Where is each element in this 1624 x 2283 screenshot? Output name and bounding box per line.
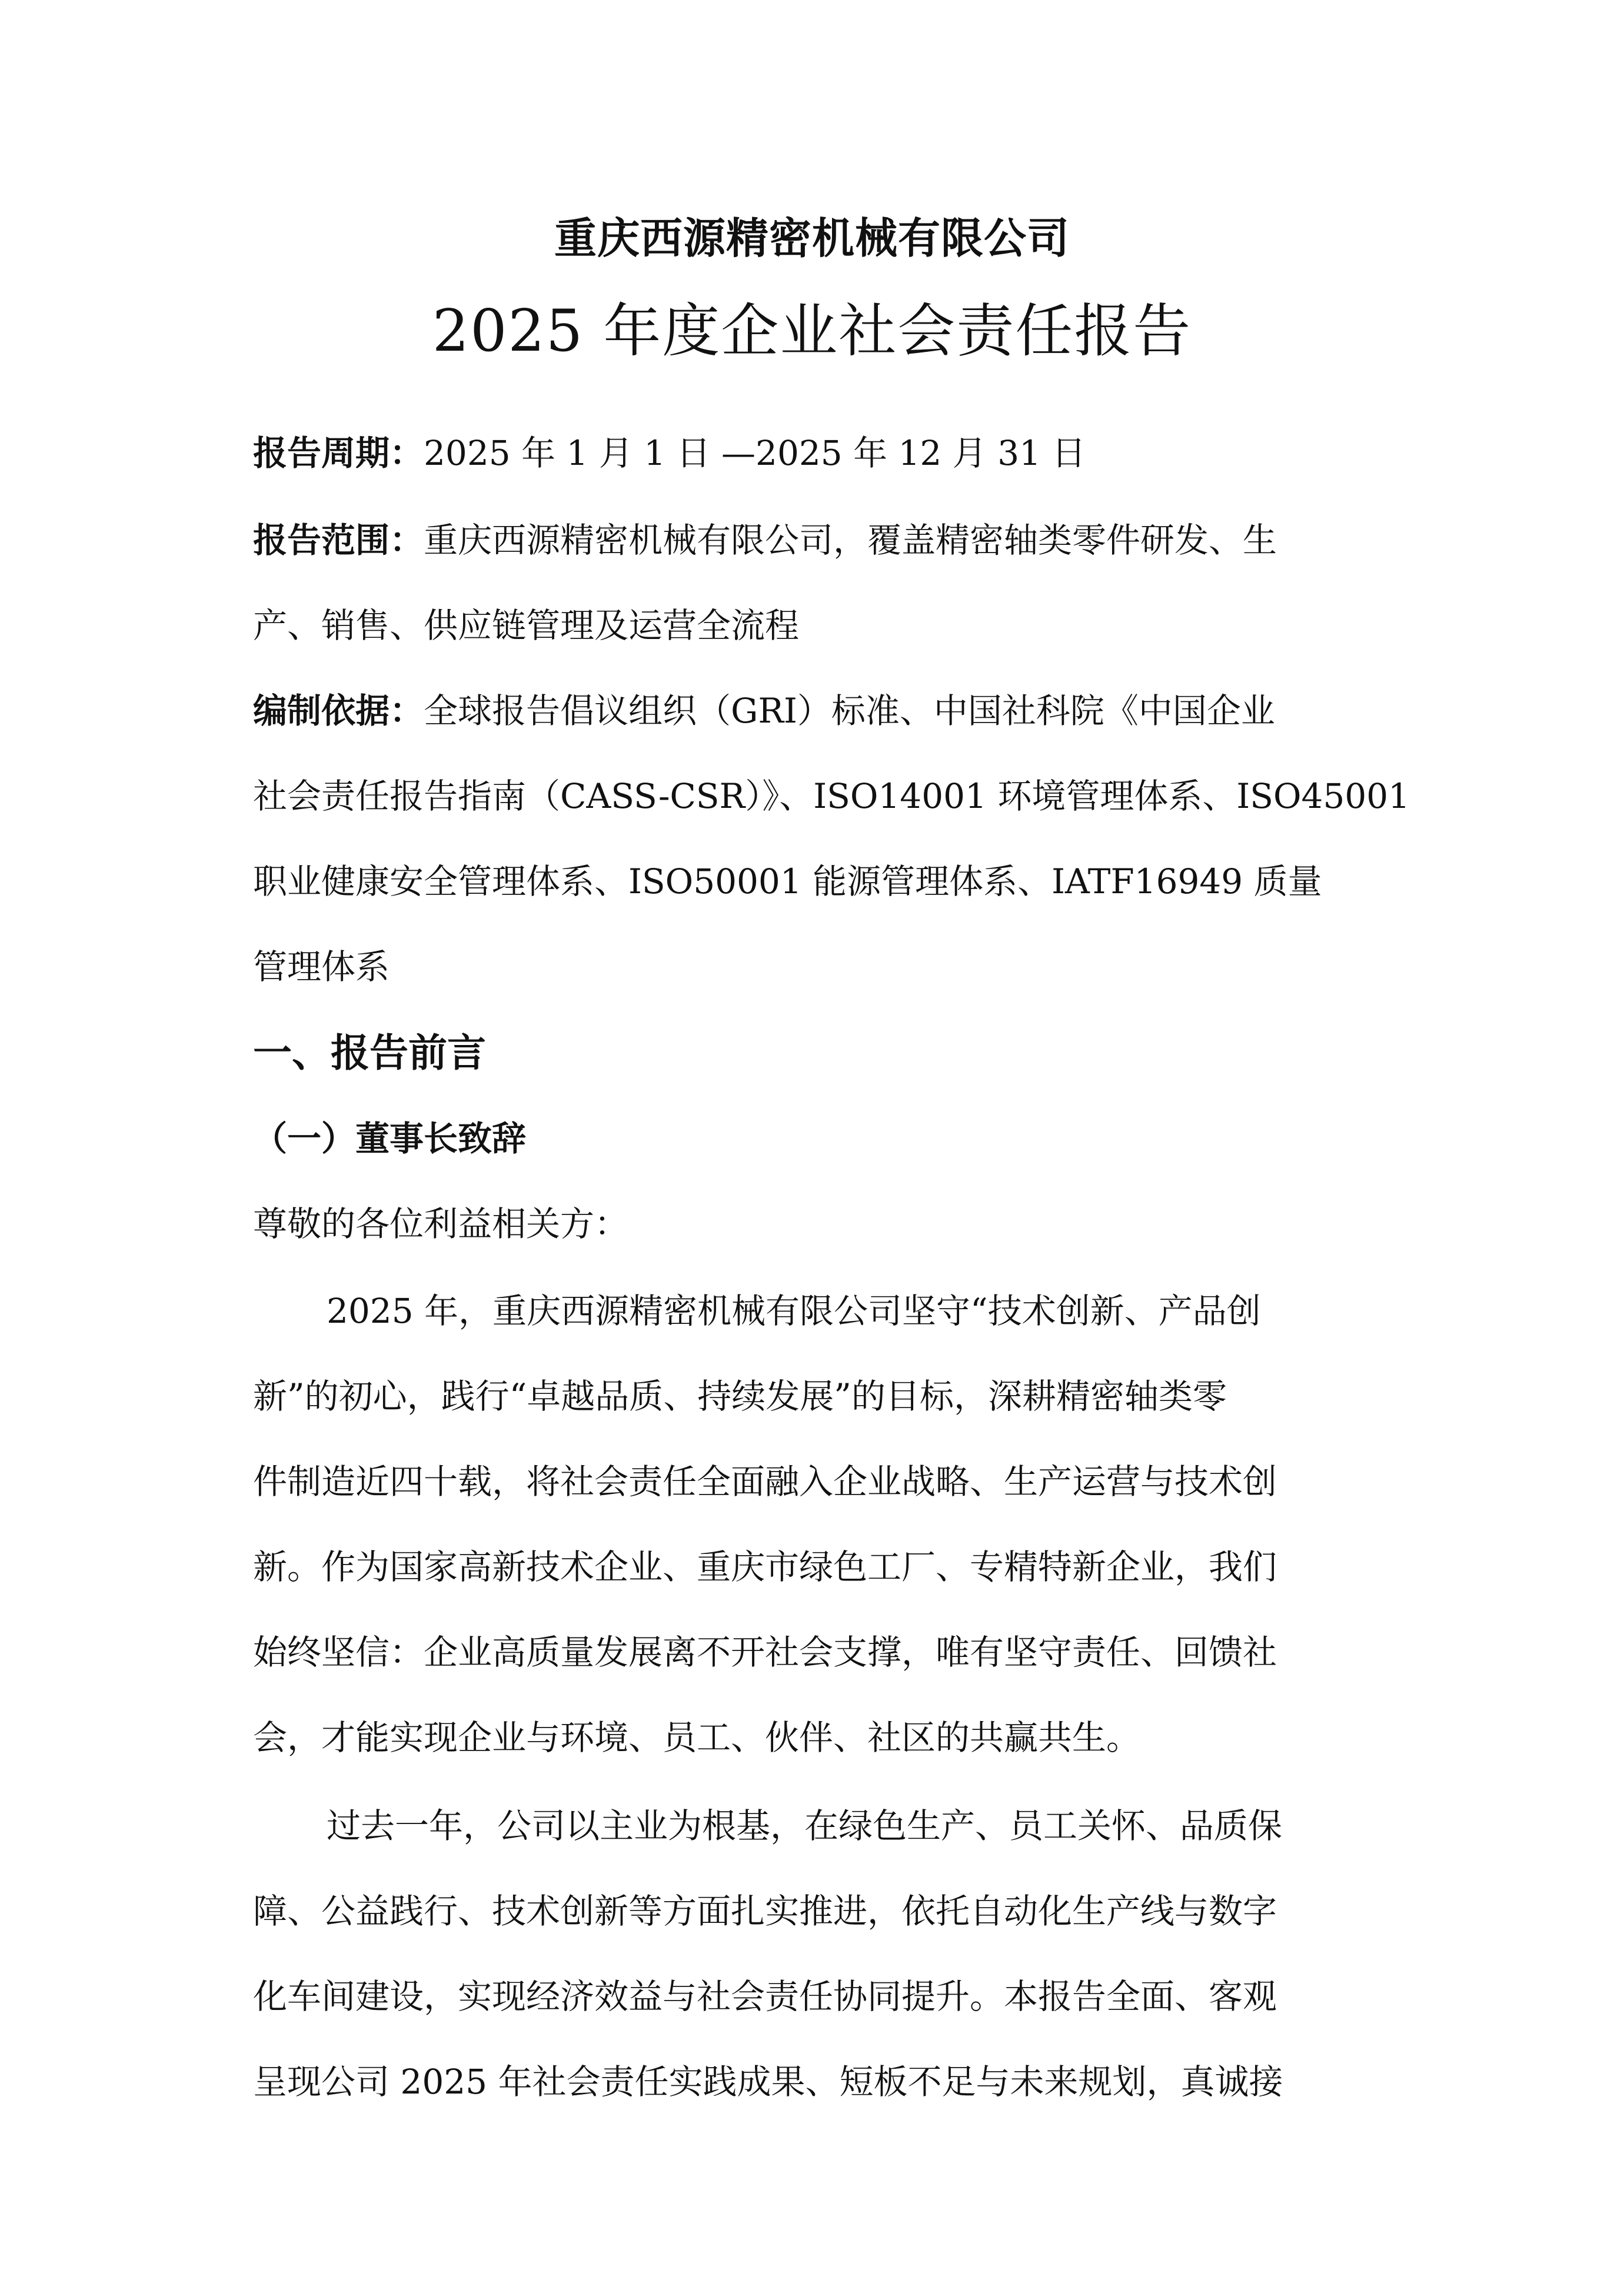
report-scope-line-2: 产、销售、供应链管理及运营全流程 [253, 605, 800, 645]
compilation-basis-label: 编制依据： [253, 691, 424, 731]
report-period-value: 2025 年 1 月 1 日 —2025 年 12 月 31 日 [424, 433, 1086, 473]
compilation-basis-line-3: 职业健康安全管理体系、ISO50001 能源管理体系、IATF16949 质量 [253, 861, 1322, 901]
paragraph-1-line: 始终坚信：企业高质量发展离不开社会支撑，唯有坚守责任、回馈社 [253, 1632, 1277, 1672]
paragraph-2-line: 障、公益践行、技术创新等方面扎实推进，依托自动化生产线与数字 [253, 1891, 1277, 1931]
paragraph-2-line: 呈现公司 2025 年社会责任实践成果、短板不足与未来规划，真诚接 [253, 2062, 1283, 2102]
compilation-basis-line-4: 管理体系 [253, 947, 390, 987]
compilation-basis-text: 全球报告倡议组织（GRI）标准、中国社科院《中国企业 [424, 691, 1275, 731]
report-scope-line-1 [253, 517, 1277, 564]
report-period-label: 报告周期： [253, 433, 424, 473]
salutation: 尊敬的各位利益相关方： [253, 1204, 629, 1244]
compilation-basis-line-1 [253, 687, 1275, 734]
company-title: 重庆西源精密机械有限公司 [554, 214, 1070, 263]
paragraph-1-line: 新”的初心，践行“卓越品质、持续发展”的目标，深耕精密轴类零 [253, 1376, 1227, 1416]
paragraph-1-line: 新。作为国家高新技术企业、重庆市绿色工厂、专精特新企业，我们 [253, 1547, 1277, 1587]
section-heading-preface: 一、报告前言 [253, 1030, 486, 1076]
paragraph-1-line: 2025 年，重庆西源精密机械有限公司坚守“技术创新、产品创 [327, 1291, 1261, 1331]
compilation-basis-line-2: 社会责任报告指南（CASS-CSR）》、ISO14001 环境管理体系、ISO45001 [253, 776, 1410, 816]
report-title: 2025 年度企业社会责任报告 [432, 298, 1192, 365]
subsection-heading-chairman-speech: （一）董事长致辞 [253, 1119, 527, 1159]
paragraph-1-line: 会，才能实现企业与环境、员工、伙伴、社区的共赢共生。 [253, 1718, 1141, 1758]
paragraph-1-line: 件制造近四十载，将社会责任全面融入企业战略、生产运营与技术创 [253, 1462, 1277, 1502]
paragraph-2-line: 化车间建设，实现经济效益与社会责任协同提升。本报告全面、客观 [253, 1976, 1277, 2016]
paragraph-2-line: 过去一年，公司以主业为根基，在绿色生产、员工关怀、品质保 [327, 1806, 1283, 1846]
report-scope-text: 重庆西源精密机械有限公司，覆盖精密轴类零件研发、生 [424, 520, 1277, 560]
report-scope-label: 报告范围： [253, 520, 424, 560]
report-period [253, 430, 1086, 477]
